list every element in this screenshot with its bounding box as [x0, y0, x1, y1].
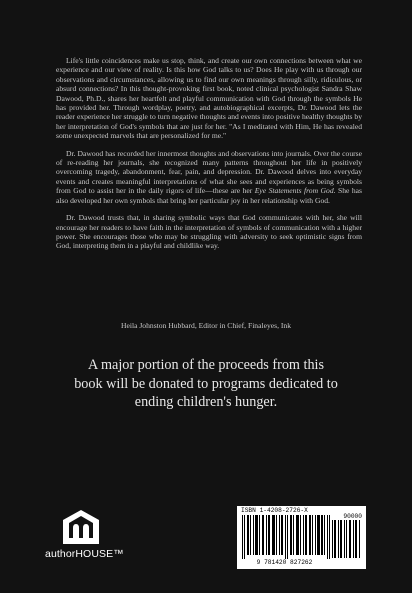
blurb-paragraph-2-start: Dr. Dawood has recorded her innermost thoughts and observations into journals. Over the course of re-reading her journals, she recognized many patterns throughout her life in positively overcoming tragedy, abandonment, fear, pain, and depression. Dr. Dawood delves into everyday events and creates meaningful interpretations of what she sees and experiences as being symbols from God to assist her in the daily rigors of life—these are her — [56, 148, 362, 196]
endorsement-signature: Heila Johnston Hubbard, Editor in Chief, Finaleyes, Ink — [121, 321, 291, 330]
back-cover-blurb — [56, 56, 362, 259]
price-barcode-bars — [332, 520, 362, 558]
blurb-paragraph-2-end: . She has also developed her own symbols that bring her particular joy in her relationship with God. — [56, 186, 362, 205]
isbn-label: ISBN 1-4208-2726-X — [241, 507, 308, 514]
publisher-wordmark: authorHOUSE™ — [45, 548, 124, 560]
barcode-digits: 9 781420 827262 — [256, 559, 313, 566]
price-code: 90000 — [343, 513, 362, 520]
book-title-italic: Eye Statements from God — [254, 186, 334, 196]
isbn-barcode — [237, 506, 366, 569]
proceeds-notice-line-1: A major portion of the proceeds from this — [87, 357, 324, 373]
blurb-paragraph-3: Dr. Dawood trusts that, in sharing symbolic ways that God communicates with her, she will encourage her readers to have faith in the interpretation of symbols of communication with a higher power. She encourages those who may be struggling with adversity to seek optimistic signs from God, interpreting them in a playful and childlike way. — [56, 213, 362, 251]
proceeds-notice-line-3: ending children's hunger. — [134, 394, 278, 410]
ean-barcode-bars — [241, 515, 332, 559]
proceeds-notice — [40, 356, 372, 412]
blurb-paragraph-1: Life's little coincidences make us stop, think, and create our own connections between what we experience and our view of reality. Is this how God talks to us? Does He play with us through our observations and circumstances, allowing us to find our own meanings through silly, ridiculous, or absurd connections? In this thought-provoking first book, noted clinical psychologist Sandra Shaw Dawood, Ph.D., shares her heartfelt and playful communication with God through the symbols He has provided her. Through wordplay, poetry, and autobiographical excerpts, Dr. Dawood lets the reader experience her struggle to turn negative thoughts and events into positive healthy thoughts by her interpretation of God's symbols that are just for her. "As I meditated with Him, He has revealed some unexpected marvels that are personalized for me." — [56, 56, 362, 141]
proceeds-notice-line-2: book will be donated to programs dedicated to — [74, 375, 338, 392]
publisher-logo — [45, 508, 135, 568]
authorhouse-house-logo-icon — [61, 508, 101, 546]
blurb-paragraph-2 — [56, 149, 362, 205]
